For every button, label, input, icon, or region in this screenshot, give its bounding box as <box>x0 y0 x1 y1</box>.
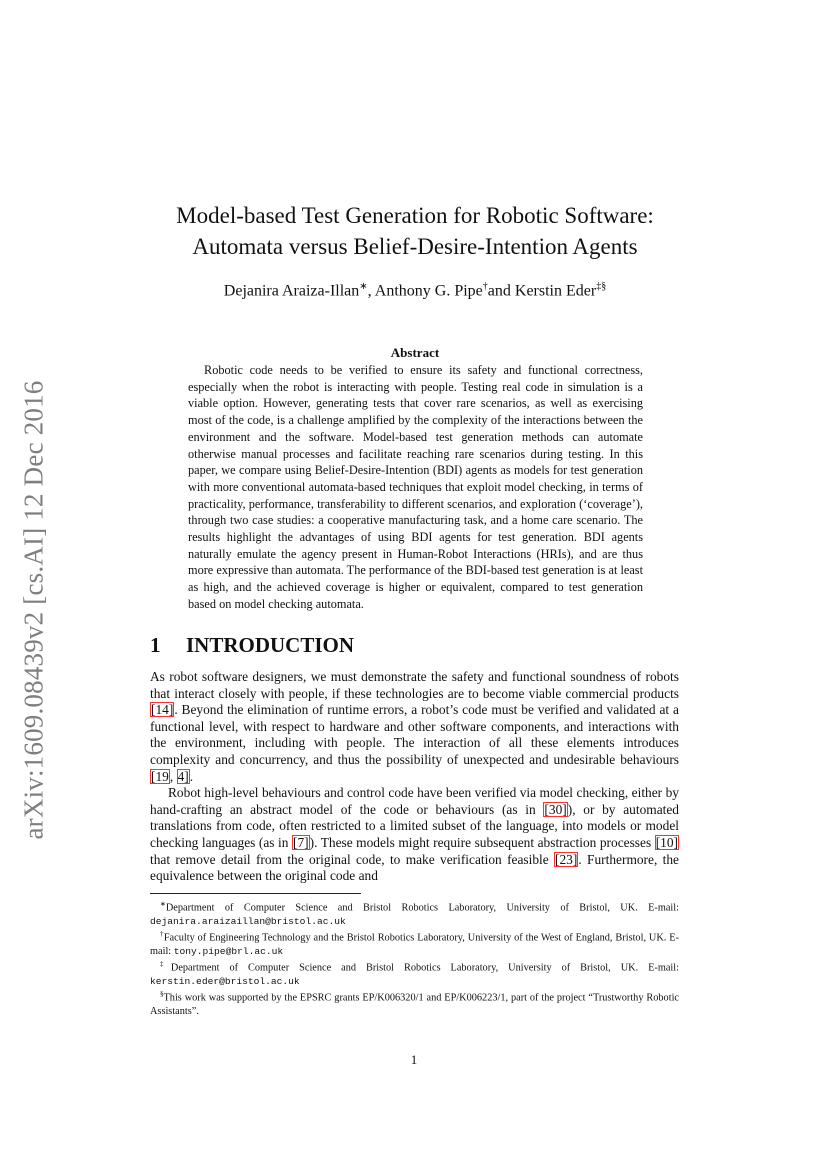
author-3-footnote-mark[interactable]: ‡§ <box>596 281 607 292</box>
author-1-footnote-mark[interactable]: ∗ <box>359 281 368 292</box>
section-title: INTRODUCTION <box>186 633 355 657</box>
email-address[interactable]: kerstin.eder@bristol.ac.uk <box>150 975 300 987</box>
footnote-4 <box>150 988 679 1018</box>
abstract-text: Robotic code needs to be verified to ensure its safety and functional correctness, especially when the robot is interacting with people. Testing real code in simulation is a viable option. However, generating tests that cover rare scenarios, as well as exercising most of the code, is a challenge amplified by the complexity of the interactions between the environment and the software. Model-based test generation methods can automate otherwise manual processes and facilitate reaching rare scenarios during testing. In this paper, we compare using Belief-Desire-Intention (BDI) agents as models for test generation with more conventional automata-based techniques that exploit model checking, in terms of practicality, performance, transferability to different scenarios, and exploration (‘coverage’), through two case studies: a cooperative manufacturing task, and a home care scenario. The results highlight the advantages of using BDI agents for test generation. BDI agents naturally emulate the agency present in Human-Robot Interactions (HRIs), and are thus more expressive than automata. The performance of the BDI-based test generation is at least as high, and the achieved coverage is higher or equivalent, compared to test generation based on model checking automata. <box>188 363 643 611</box>
footnote-mark: † <box>160 930 164 939</box>
footnote-text: Department of Computer Science and Bristol Robotics Laboratory, University of Bristol, UK. E-mail: <box>170 962 679 974</box>
title-line-2: Automata versus Belief-Desire-Intention Agents <box>192 234 638 259</box>
section-heading-introduction <box>150 633 354 658</box>
email-address[interactable]: tony.pipe@brl.ac.uk <box>173 945 284 957</box>
email-address[interactable]: dejanira.araizaillan@bristol.ac.uk <box>150 915 346 927</box>
author-pipe: Anthony G. Pipe <box>374 282 483 300</box>
text-run: . Beyond the elimination of runtime errors, a robot’s code must be verified and validated at a functional level, with respect to hardware and other software components, and interactions with the environment, including with people. The interaction of all these elements introduces complexity and concurrency, and thus the possibility of unexpected and undesirable behaviours <box>150 702 679 767</box>
footnote-mark: ∗ <box>160 900 166 908</box>
footnote-3 <box>150 958 679 988</box>
footnote-divider <box>150 893 361 894</box>
citation-link[interactable]: [14] <box>151 702 174 718</box>
citation-link[interactable]: [30] <box>544 801 567 817</box>
arxiv-identifier: arXiv:1609.08439v2 [cs.AI] 12 Dec 2016 <box>18 380 49 840</box>
paragraph-1 <box>150 669 679 785</box>
citation-link[interactable]: [23] <box>555 851 578 867</box>
footnote-text: This work was supported by the EPSRC grants EP/K006320/1 and EP/K006223/1, part of the project “Trustworthy Robotic Assistants”. <box>150 992 679 1017</box>
arxiv-sidebar-stamp <box>12 368 56 852</box>
paragraph-2 <box>150 785 679 885</box>
footnote-text: Department of Computer Science and Bristol Robotics Laboratory, University of Bristol, UK. E-mail: <box>165 902 679 914</box>
author-eder: Kerstin Eder <box>514 282 597 300</box>
citation-link[interactable]: [10] <box>655 834 679 850</box>
text-run: . <box>189 768 194 784</box>
text-run: As robot software designers, we must demonstrate the safety and functional soundness of robots that interact closely with people, if these technologies are to become viable commercial products <box>150 669 679 701</box>
footnote-mark: § <box>160 990 164 999</box>
paper-title <box>130 200 700 262</box>
footnote-text: Faculty of Engineering Technology and the Bristol Robotics Laboratory, University of the West of England, Bristol, UK. E-mail: <box>150 932 679 957</box>
text-run: Robot high-level behaviours and control code have been verified via model checking, either by hand-crafting an abstract model of the code or behaviours (as in <box>150 785 679 817</box>
footnote-mark: ‡ <box>160 960 171 969</box>
footnotes <box>150 898 679 1018</box>
author-list <box>130 276 700 302</box>
text-run: , <box>169 768 177 784</box>
citation-link[interactable]: 4] <box>177 768 189 784</box>
citation-link[interactable]: [7] <box>292 834 309 850</box>
abstract-heading: Abstract <box>390 345 440 360</box>
author-araiza-illan: Dejanira Araiza-Illan <box>223 282 360 300</box>
title-line-1: Model-based Test Generation for Robotic Software: <box>176 203 654 228</box>
section-number: 1 <box>150 633 161 657</box>
text-run: that remove detail from the original code, to make verification feasible <box>150 851 555 867</box>
text-run: ), or by automated translations from code, often restricted to a limited subset of the language, into models or model checking languages (as in <box>150 801 679 850</box>
footnote-1 <box>150 898 679 928</box>
author-separator: , <box>367 282 375 300</box>
author-separator-and: and <box>487 282 515 300</box>
citation-link[interactable]: [19 <box>151 768 169 784</box>
body-text <box>150 669 679 885</box>
page-number: 1 <box>410 1052 418 1067</box>
text-run: ). These models might require subsequent abstraction processes <box>309 834 655 850</box>
author-2-footnote-mark[interactable]: † <box>482 281 488 292</box>
footnote-2 <box>150 928 679 958</box>
text-run: . Furthermore, the equivalence between the original code and <box>150 851 679 884</box>
